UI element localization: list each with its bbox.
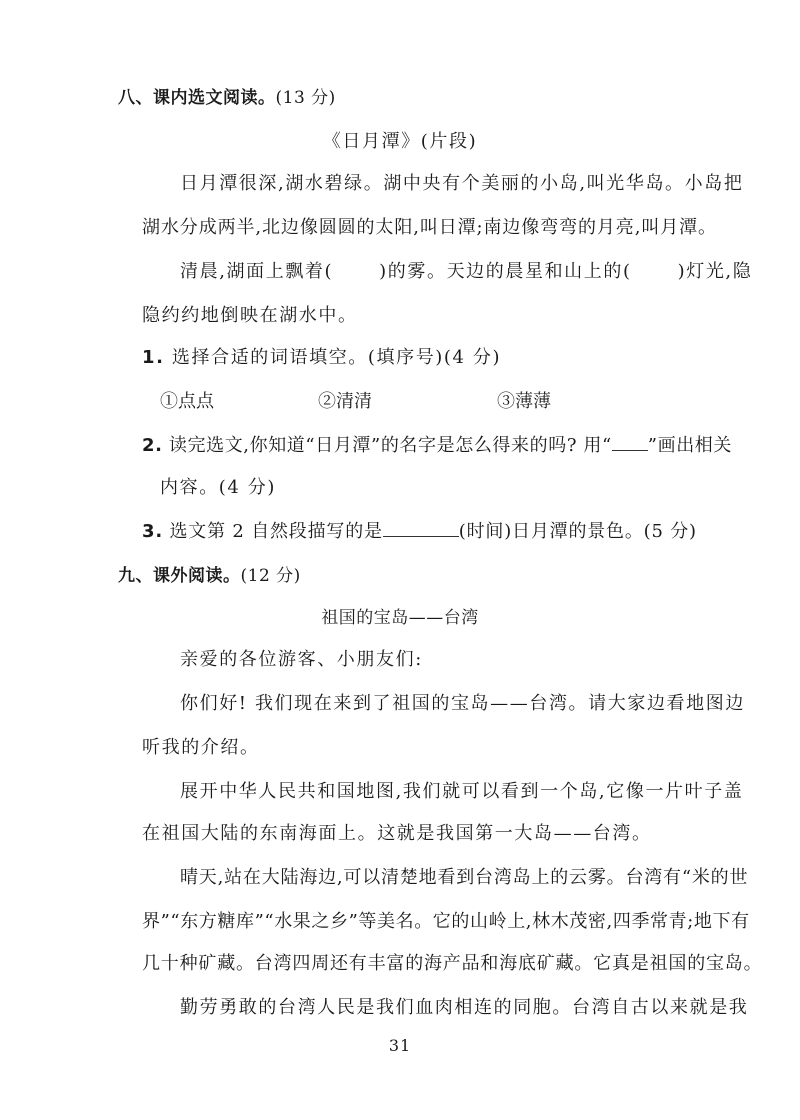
question-2-line2: 内容。(4 分): [160, 477, 277, 498]
para2-part-b: )的雾。天边的晨星和山上的(: [379, 261, 632, 282]
option-1: ①点点: [160, 391, 214, 412]
greeting: 亲爱的各位游客、小朋友们:: [180, 649, 423, 670]
question-3-text-a: 选文第 2 自然段描写的是: [169, 521, 383, 542]
question-2: [142, 434, 732, 458]
question-2-text-a: 读完选文,你知道“日月潭”的名字是怎么得来的吗? 用“: [168, 435, 612, 456]
question-1-text: 选择合适的词语填空。(填序号)(4 分): [171, 347, 502, 368]
p2-line1: 展开中华人民共和国地图,我们就可以看到一个岛,它像一片叶子盖: [180, 781, 744, 802]
section-9-title: 九、课外阅读。: [118, 566, 241, 586]
para2-part-a: 清晨,湖面上飘着(: [180, 261, 334, 282]
section-8-para1-line2: 湖水分成两半,北边像圆圆的太阳,叫日潭;南边像弯弯的月亮,叫月潭。: [142, 217, 717, 238]
p3-line1: 晴天,站在大陆海边,可以清楚地看到台湾岛上的云雾。台湾有“米的世: [180, 867, 749, 888]
p2-line2: 在祖国大陆的东南海面上。这就是我国第一大岛——台湾。: [142, 823, 652, 844]
underline-sample: [612, 450, 648, 451]
p1-line2: 听我的介绍。: [142, 737, 260, 758]
p1-line1: 你们好! 我们现在来到了祖国的宝岛——台湾。请大家边看地图边: [180, 693, 745, 714]
section-8-passage-title: 《日月潭》(片段): [322, 131, 478, 152]
section-9-score: (12 分): [240, 566, 301, 586]
question-1-number: 1.: [142, 347, 165, 368]
question-3: [142, 520, 697, 544]
answer-blank[interactable]: [383, 536, 459, 537]
question-1: [142, 346, 501, 370]
section-8-para2-line2: 隐约约地倒映在湖水中。: [142, 305, 358, 326]
section-9-passage-title: 祖国的宝岛——台湾: [321, 608, 479, 628]
question-3-number: 3.: [142, 521, 163, 542]
p3-line3: 几十种矿藏。台湾四周还有丰富的海产品和海底矿藏。它真是祖国的宝岛。: [142, 953, 763, 974]
section-8-title: 八、课内选文阅读。: [118, 88, 276, 108]
question-3-text-b: (时间)日月潭的景色。(5 分): [458, 521, 697, 542]
section-8-para1-line1: 日月潭很深,湖水碧绿。湖中央有个美丽的小岛,叫光华岛。小岛把: [180, 173, 744, 194]
question-2-text-b: ”画出相关: [647, 435, 732, 456]
option-3: ③薄薄: [497, 391, 551, 412]
option-2: ②清清: [318, 391, 372, 412]
section-9-heading: [118, 564, 301, 588]
p3-line2: 界”“东方糖库”“水果之乡”等美名。它的山岭上,林木茂密,四季常青;地下有: [142, 911, 750, 932]
para2-part-c: )灯光,隐: [677, 261, 753, 282]
question-2-number: 2.: [142, 435, 163, 456]
section-8-para2-line1: [180, 260, 752, 284]
section-8-heading: [118, 86, 336, 110]
page-number: 31: [388, 1036, 412, 1055]
p4-line1: 勤劳勇敢的台湾人民是我们血肉相连的同胞。台湾自古以来就是我: [180, 997, 749, 1018]
section-8-score: (13 分): [275, 88, 336, 108]
